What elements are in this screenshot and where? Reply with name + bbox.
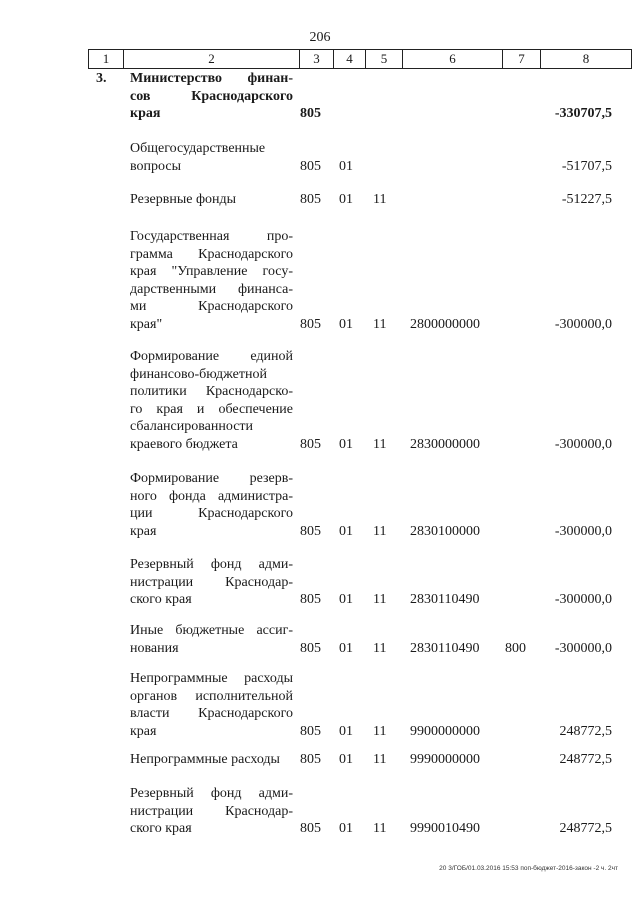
code-section: 01 <box>339 192 353 207</box>
row-name-line: ми Краснодарского <box>130 299 293 314</box>
code-ministry: 805 <box>300 436 321 452</box>
code-subsection: 11 <box>373 523 387 539</box>
code-section: 01 <box>339 316 353 332</box>
row-name-line: го края и обеспечение <box>130 401 293 417</box>
header-col-2: 2 <box>123 50 299 68</box>
code-section: 01 <box>339 640 353 656</box>
row-name-line: краевого бюджета <box>130 436 238 452</box>
code-ministry: 805 <box>300 523 321 539</box>
code-subsection: 11 <box>373 436 387 452</box>
amount: -300000,0 <box>554 523 612 539</box>
row-name-line: края <box>130 723 157 739</box>
row-name-line: дарственными финанса- <box>130 281 293 297</box>
code-target-item: 2830110490 <box>410 592 480 607</box>
row-name-line: сов Краснодарского <box>130 88 293 104</box>
code-ministry: 805 <box>300 752 321 767</box>
row-name <box>130 228 293 333</box>
row-name-line: Общегосударственные <box>130 141 266 156</box>
row-name-line: нистрации Краснодар- <box>130 574 293 590</box>
footer-file-info: 20 3/ГОБ/01.03.2016 15:53 поп-бюджет-2016-закон -2 ч. 2чт <box>439 865 618 872</box>
code-section: 01 <box>339 436 353 452</box>
row-name-line: края <box>130 523 157 539</box>
row-name <box>130 622 293 657</box>
header-col-3: 3 <box>299 50 333 68</box>
code-ministry: 805 <box>300 640 321 656</box>
header-col-7: 7 <box>502 50 540 68</box>
row-name <box>130 140 293 175</box>
code-target-item: 9900000000 <box>410 723 480 739</box>
row-name-line: Резервный фонд адми- <box>130 557 293 572</box>
row-name-line: края <box>130 106 161 121</box>
amount: 248772,5 <box>559 752 612 767</box>
row-name <box>130 556 293 609</box>
header-col-5: 5 <box>365 50 402 68</box>
row-name <box>130 670 293 740</box>
amount: 248772,5 <box>559 723 612 739</box>
code-target-item: 2830100000 <box>410 523 480 539</box>
code-expense-type: 800 <box>505 640 526 656</box>
row-name <box>130 70 293 123</box>
row-name-line: политики Краснодарско- <box>130 384 293 399</box>
row-name-line: ного фонда администра- <box>130 488 293 504</box>
row-name <box>130 785 293 838</box>
code-section: 01 <box>339 821 353 836</box>
code-subsection: 11 <box>373 592 387 607</box>
row-name-line: Непрограммные расходы <box>130 752 280 767</box>
amount: -330707,5 <box>554 106 612 121</box>
row-name-line: Формирование единой <box>130 349 293 364</box>
code-section: 01 <box>339 723 353 739</box>
code-subsection: 11 <box>373 752 387 767</box>
row-name-line: нования <box>130 640 179 656</box>
code-subsection: 11 <box>373 723 387 739</box>
code-ministry: 805 <box>300 316 321 332</box>
row-name-line: края "Управление госу- <box>130 264 293 279</box>
row-name-line: Государственная про- <box>130 229 293 244</box>
row-number: 3. <box>96 71 107 86</box>
row-name-line: ского края <box>130 592 192 607</box>
code-subsection: 11 <box>373 316 387 332</box>
row-name-line: Формирование резерв- <box>130 471 293 486</box>
table-header <box>88 49 632 69</box>
row-name-line: вопросы <box>130 158 181 174</box>
row-name <box>130 191 293 209</box>
row-name-line: сбалансированности <box>130 419 254 434</box>
code-ministry: 805 <box>300 106 321 121</box>
code-ministry: 805 <box>300 158 321 174</box>
row-name-line: власти Краснодарского <box>130 706 293 721</box>
code-section: 01 <box>339 592 353 607</box>
amount: -300000,0 <box>554 640 612 656</box>
code-section: 01 <box>339 752 353 767</box>
code-section: 01 <box>339 158 353 174</box>
code-ministry: 805 <box>300 723 321 739</box>
amount: -51227,5 <box>561 192 612 207</box>
code-target-item: 9990000000 <box>410 752 480 767</box>
amount: -300000,0 <box>554 436 612 452</box>
row-name-line: Резервные фонды <box>130 192 237 207</box>
code-target-item: 2800000000 <box>410 316 480 332</box>
header-col-8: 8 <box>540 50 632 68</box>
code-ministry: 805 <box>300 592 321 607</box>
row-name <box>130 751 293 769</box>
amount: -51707,5 <box>561 158 612 174</box>
code-ministry: 805 <box>300 821 321 836</box>
row-name <box>130 348 293 453</box>
code-target-item: 2830110490 <box>410 640 480 656</box>
header-col-1: 1 <box>88 50 123 68</box>
amount: -300000,0 <box>554 592 612 607</box>
code-subsection: 11 <box>373 821 387 836</box>
row-name-line: грамма Краснодарского <box>130 246 293 262</box>
code-subsection: 11 <box>373 640 387 656</box>
code-subsection: 11 <box>373 192 387 207</box>
row-name-line: нистрации Краснодар- <box>130 803 293 819</box>
row-name-line: края" <box>130 316 163 332</box>
header-col-4: 4 <box>333 50 365 68</box>
row-name-line: Непрограммные расходы <box>130 671 293 686</box>
header-col-6: 6 <box>402 50 502 68</box>
code-section: 01 <box>339 523 353 539</box>
row-name-line: ского края <box>130 821 192 836</box>
row-name-line: Иные бюджетные ассиг- <box>130 623 293 638</box>
code-target-item: 2830000000 <box>410 436 480 452</box>
amount: 248772,5 <box>559 821 612 836</box>
code-target-item: 9990010490 <box>410 821 480 836</box>
row-name-line: органов исполнительной <box>130 688 293 704</box>
row-name-line: Резервный фонд адми- <box>130 786 293 801</box>
row-name-line: Министерство финан- <box>130 71 293 86</box>
code-ministry: 805 <box>300 192 321 207</box>
row-name-line: финансово-бюджетной <box>130 366 267 382</box>
row-name <box>130 470 293 540</box>
row-name-line: ции Краснодарского <box>130 506 293 521</box>
amount: -300000,0 <box>554 316 612 332</box>
page-number: 206 <box>309 30 331 45</box>
